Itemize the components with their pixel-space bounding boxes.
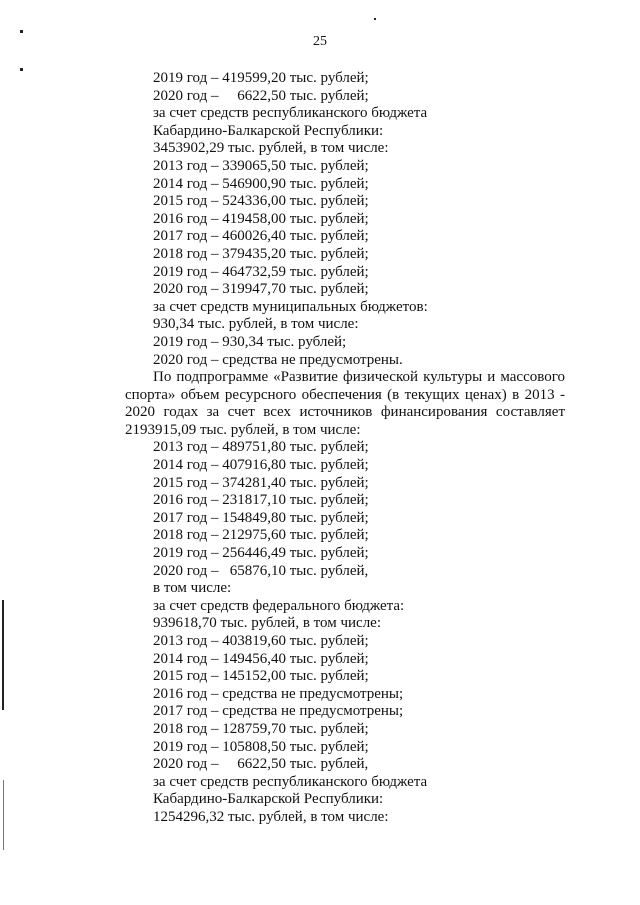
funding-lines-bottom [125,439,565,826]
text-line: 939618,70 тыс. рублей, в том числе: [153,615,382,632]
page-number: 25 [313,34,327,49]
text-line: за счет средств федерального бюджета: [153,597,405,614]
text-line: 2013 год – 403819,60 тыс. рублей; [153,633,369,649]
subprogram-paragraph: По подпрограмме «Развитие физической культуры и массового спорта» объем ресурсного обеспечения (в текущих ценах) в 2013 - 2020 годах за счет всех источников финансирования составляет 2193915,09 тыс. рублей, в том числе: [125,369,565,438]
text-line: 2020 год – 6622,50 тыс. рублей; [153,87,369,104]
text-line: 930,34 тыс. рублей, в том числе: [153,316,359,333]
text-line: 2019 год – 419599,20 тыс. рублей; [153,70,369,86]
text-line: 1254296,32 тыс. рублей, в том числе: [153,808,389,825]
text-line: 2013 год – 489751,80 тыс. рублей; [153,439,369,456]
text-line: Кабардино-Балкарской Республики: [153,122,384,139]
text-line: 3453902,29 тыс. рублей, в том числе: [153,140,389,157]
text-line: 2018 год – 128759,70 тыс. рублей; [153,720,369,737]
text-line: 2019 год – 930,34 тыс. рублей; [153,333,347,350]
text-line: 2013 год – 339065,50 тыс. рублей; [153,157,369,174]
text-line: 2017 год – средства не предусмотрены; [153,703,404,720]
text-line: в том числе: [153,580,232,597]
funding-lines-top [125,70,565,369]
text-line: 2017 год – 460026,40 тыс. рублей; [153,228,369,245]
text-line: 2014 год – 407916,80 тыс. рублей; [153,457,369,474]
text-line: 2016 год – 231817,10 тыс. рублей; [153,492,369,509]
text-line: 2017 год – 154849,80 тыс. рублей; [153,509,369,526]
scan-mark-top [20,30,23,33]
text-line: 2020 год – 6622,50 тыс. рублей, [153,756,369,773]
text-line: 2020 год – средства не предусмотрены. [153,351,403,368]
text-line: 2020 год – 319947,70 тыс. рублей; [153,281,369,298]
text-line: за счет средств республиканского бюджета [153,773,428,790]
text-line: 2015 год – 524336,00 тыс. рублей; [153,193,369,210]
scan-edge-mark-1 [2,600,4,710]
scan-edge-mark-2 [3,780,4,850]
text-line: 2018 год – 212975,60 тыс. рублей; [153,527,369,544]
text-line: 2018 год – 379435,20 тыс. рублей; [153,245,369,262]
scan-mark-right [374,18,376,20]
text-line: 2015 год – 374281,40 тыс. рублей; [153,474,369,491]
text-line: 2014 год – 546900,90 тыс. рублей; [153,175,369,192]
text-line: 2019 год – 105808,50 тыс. рублей; [153,738,369,755]
text-line: 2016 год – 419458,00 тыс. рублей; [153,210,369,227]
document-body [125,70,565,827]
text-line: 2020 год – 65876,10 тыс. рублей, [153,562,369,579]
text-line: 2019 год – 464732,59 тыс. рублей; [153,263,369,280]
text-line: 2015 год – 145152,00 тыс. рублей; [153,668,369,685]
text-line: за счет средств муниципальных бюджетов: [153,298,428,315]
scan-mark-middle [20,68,23,71]
text-line: Кабардино-Балкарской Республики: [153,791,384,808]
text-line: 2019 год – 256446,49 тыс. рублей; [153,545,369,562]
text-line: 2016 год – средства не предусмотрены; [153,685,404,702]
text-line: 2014 год – 149456,40 тыс. рублей; [153,650,369,667]
text-line: за счет средств республиканского бюджета [153,105,428,122]
